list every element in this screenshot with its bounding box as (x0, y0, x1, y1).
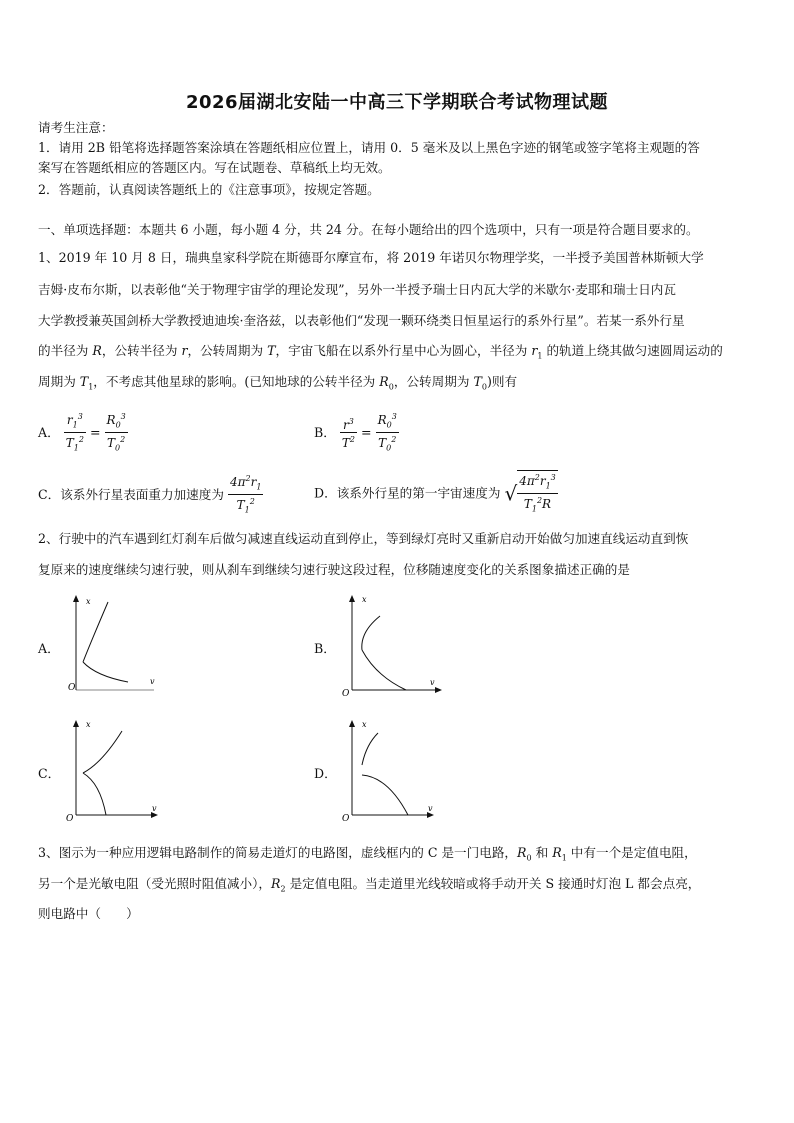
sym-T: T (267, 343, 276, 358)
q1-l4-d: ，宇宙飞船在以系外行星中心为圆心，半径为 (275, 343, 532, 358)
sub-0: 0 (481, 382, 487, 392)
notice-item-1-a: 1．请用 2B 铅笔将选择题答案涂填在答题纸相应位置上，请用 0．5 毫米及以上黑色字迹的钢笔或签字笔将主观题的答 (38, 140, 700, 155)
sym-R2: R (270, 876, 281, 891)
sub-1: 1 (537, 351, 543, 361)
sym-R1: R (552, 845, 562, 860)
q2-graph-c[interactable] (62, 717, 172, 821)
svg-text:v: v (430, 678, 435, 687)
q1-option-a[interactable]: A． $\frac{r_1^3}{T_1^2}$ = $\frac{R_0^3}{T_0^2}$ (38, 410, 128, 456)
q1-l4-c: ，公转周期为 (187, 343, 268, 358)
fraction: $\frac{4\pi^2r_1^3}{T_1^2R}$ (517, 470, 558, 517)
q3-line-2: 另一个是光敏电阻（受光照时阻值减小），$R_2$ 是定值电阻。当走道里光线较暗或将手动开关 S 接通时灯泡 L 都会点亮， (38, 876, 701, 894)
svg-text:O: O (342, 689, 350, 696)
q3-l1-b: 和 (531, 845, 553, 860)
q1-l5-c: ，公转周期为 (393, 374, 474, 389)
q3-l2-a: 另一个是光敏电阻（受光照时阻值减小）， (38, 876, 271, 891)
notice-heading: 请考生注意： (38, 120, 114, 135)
q1-option-c[interactable] (38, 472, 263, 518)
svg-text:O: O (66, 814, 74, 821)
svg-text:x: x (362, 595, 367, 604)
fraction: $\frac{R_0^3}{T_0^2}$ (377, 412, 397, 453)
page-title: 2026届湖北安陆一中高三下学期联合考试物理试题 (185, 92, 609, 113)
fraction: $\frac{r^3}{T^2}$ (341, 417, 355, 451)
q1-l4-a: 的半径为 (38, 343, 93, 358)
svg-text:v: v (152, 804, 157, 813)
q1-l5-b: ，不考虑其他星球的影响。(已知地球的公转半径为 (93, 374, 380, 389)
sym-R: R (92, 343, 102, 358)
q1-l4-b: ，公转半径为 (101, 343, 182, 358)
q1-l5-d: )则有 (486, 374, 518, 389)
q2-graph-d[interactable] (338, 717, 448, 821)
sub-0: 0 (388, 382, 394, 392)
q2-line-2: 复原来的速度继续匀速行驶，则从刹车到继续匀速行驶这段过程，位移随速度变化的关系图象描述正确的是 (38, 562, 630, 577)
q1-l5-a: 周期为 (38, 374, 80, 389)
q3-l1-a: 3、图示为一种应用逻辑电路制作的简易走道灯的电路图，虚线框内的 C 是一门电路， (38, 845, 518, 860)
q2-graph-b[interactable] (338, 592, 448, 696)
sym-R0: R (379, 374, 389, 389)
fraction: $\frac{r_1^3}{T_1^2}$ (65, 412, 84, 453)
section-heading: 一、单项选择题：本题共 6 小题，每小题 4 分，共 24 分。在每小题给出的四个选项中，只有一项是符合题目要求的。 (38, 222, 699, 237)
q1-line-2: 吉姆·皮布尔斯，以表彰他“关于物理宇宙学的理论发现”，另外一半授予瑞士日内瓦大学的米歇尔·麦耶和瑞士日内瓦 (38, 282, 676, 297)
q1-line-5 (38, 374, 517, 396)
sub-1: 1 (88, 382, 94, 392)
sym-r: r (181, 343, 188, 358)
q1-line-3: 大学教授兼英国剑桥大学教授迪迪埃·奎洛兹，以表彰他们“发现一颗环绕类日恒星运行的系外行星”。若某一系外行星 (38, 313, 685, 328)
q3-l2-b: 是定值电阻。当走道里光线较暗或将手动开关 S 接通时灯泡 L 都会点亮， (285, 876, 701, 891)
q1-option-b[interactable]: B． $\frac{r^3}{T^2}$ = $\frac{R_0^3}{T_0^2}$ (314, 410, 399, 456)
option-label: A． (38, 424, 60, 440)
q2-graph-a[interactable] (62, 592, 172, 696)
svg-text:v: v (428, 804, 433, 813)
sym-T1: T (79, 374, 89, 389)
option-label: B． (314, 424, 336, 440)
sym-T0: T (473, 374, 482, 389)
q3-l1-c: 中有一个是定值电阻， (566, 845, 697, 860)
option-label: D．该系外行星的第一宇宙速度为 (314, 485, 501, 501)
q1-option-d[interactable] (314, 470, 558, 517)
q2-line-1: 2、行驶中的汽车遇到红灯刹车后做匀减速直线运动直到停止，等到绿灯亮时又重新启动开始做匀加速直线运动直到恢 (38, 531, 689, 546)
sym-R0: R (517, 845, 527, 860)
svg-text:x: x (86, 720, 91, 729)
q2-option-d-label[interactable]: D． (314, 766, 337, 781)
sqrt-icon: √ (504, 481, 518, 506)
q1-line-4 (38, 343, 723, 365)
q2-option-a-label[interactable]: A． (38, 641, 60, 656)
option-label: C．该系外行星表面重力加速度为 (38, 486, 224, 502)
svg-text:O: O (68, 683, 76, 693)
svg-text:x: x (362, 720, 367, 729)
svg-text:x: x (86, 597, 91, 606)
q2-option-c-label[interactable]: C． (38, 766, 61, 781)
fraction: $\frac{R_0^3}{T_0^2}$ (106, 412, 126, 453)
q3-line-1: 3、图示为一种应用逻辑电路制作的简易走道灯的电路图，虚线框内的 C 是一门电路，$R_0$ 和 $R_1$ 中有一个是定值电阻， (38, 845, 697, 863)
q1-line-1: 1、2019 年 10 月 8 日，瑞典皇家科学院在斯德哥尔摩宣布，将 2019 年诺贝尔物理学奖，一半授予美国普林斯顿大学 (38, 250, 704, 265)
q1-l4-e: 的轨道上绕其做匀速圆周运动的 (542, 343, 723, 358)
notice-item-1-b: 案写在答题纸相应的答题区内。写在试题卷、草稿纸上均无效。 (38, 160, 391, 175)
notice-item-2: 2．答题前，认真阅读答题纸上的《注意事项》，按规定答题。 (38, 182, 380, 197)
q3-line-3: 则电路中（ ） (38, 906, 139, 921)
svg-text:O: O (342, 814, 350, 821)
q2-option-b-label[interactable]: B． (314, 641, 336, 656)
sym-r1: r (531, 343, 538, 358)
fraction: $\frac{4\pi^2r_1}{T_1^2}$ (229, 474, 262, 515)
svg-text:v: v (150, 677, 155, 686)
